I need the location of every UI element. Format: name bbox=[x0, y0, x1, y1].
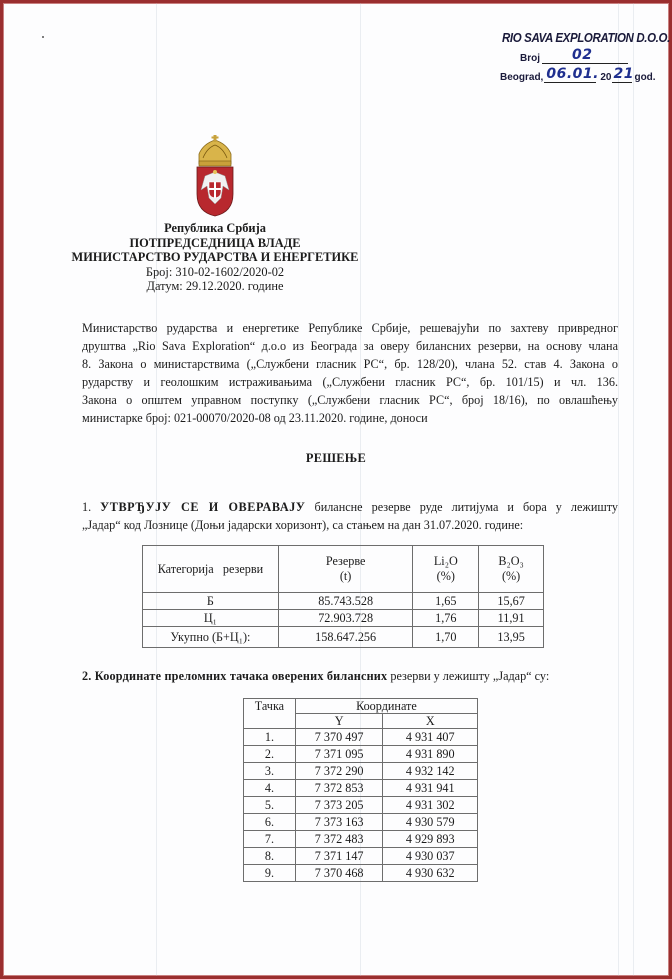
cell-x: 4 930 579 bbox=[383, 814, 478, 831]
header-category: Категорија резерви bbox=[143, 546, 279, 593]
section-1-bold: УТВРЂУЈУ СЕ И ОВЕРАВАЈУ bbox=[100, 500, 306, 514]
cell-y: 7 371 095 bbox=[295, 746, 383, 763]
intro-line: Министарство рударства и енергетике Републике Србије, решевајући по захтеву привредног bbox=[82, 321, 618, 335]
scan-artifact bbox=[156, 3, 157, 976]
cell-y: 7 371 147 bbox=[295, 848, 383, 865]
letterhead bbox=[60, 221, 370, 294]
cell-point: 9. bbox=[244, 865, 296, 882]
cell-point: 7. bbox=[244, 831, 296, 848]
company-stamp bbox=[498, 31, 670, 83]
intro-line: 8. Закона о министарствима („Службени гласник РС“, бр. 128/20), члана 52. став 4. Закона о bbox=[82, 357, 618, 371]
table-header-row bbox=[143, 546, 544, 593]
document-date: Датум: 29.12.2020. године bbox=[146, 279, 284, 293]
cell-point: 2. bbox=[244, 746, 296, 763]
section-1-number: 1. bbox=[82, 500, 92, 514]
office-name: ПОТПРЕДСЕДНИЦА ВЛАДЕ bbox=[129, 235, 301, 250]
cell-b2o3: 13,95 bbox=[479, 627, 544, 648]
cell-point: 5. bbox=[244, 797, 296, 814]
cell-point: 4. bbox=[244, 780, 296, 797]
cell-point: 1. bbox=[244, 729, 296, 746]
country-name: Република Србија bbox=[164, 221, 266, 235]
cell-x: 4 930 037 bbox=[383, 848, 478, 865]
header-coordinates: Координате bbox=[295, 699, 477, 714]
section-2 bbox=[82, 669, 549, 684]
cell-category: Ц₁ bbox=[143, 610, 279, 627]
cell-point: 3. bbox=[244, 763, 296, 780]
stamp-year-suffix: god. bbox=[634, 72, 656, 83]
cell-b2o3: 15,67 bbox=[479, 593, 544, 610]
header-x: X bbox=[383, 714, 478, 729]
cell-y: 7 372 483 bbox=[295, 831, 383, 848]
stamp-number-label: Broj bbox=[520, 53, 540, 64]
cell-x: 4 931 407 bbox=[383, 729, 478, 746]
cell-point: 8. bbox=[244, 848, 296, 865]
cell-reserves: 72.903.728 bbox=[278, 610, 413, 627]
table-row bbox=[244, 831, 478, 848]
header-li2o: Li₂O (%) bbox=[413, 546, 479, 593]
cell-y: 7 373 205 bbox=[295, 797, 383, 814]
cell-y: 7 370 468 bbox=[295, 865, 383, 882]
decision-title: РЕШЕЊЕ bbox=[305, 451, 367, 465]
cell-x: 4 930 632 bbox=[383, 865, 478, 882]
header-reserves: Резерве (t) bbox=[278, 546, 413, 593]
scan-artifact bbox=[633, 3, 634, 976]
stamp-company-name: RIO SAVA EXPLORATION D.O.O. bbox=[502, 31, 670, 45]
table-row bbox=[143, 610, 544, 627]
cell-li2o: 1,70 bbox=[413, 627, 479, 648]
cell-y: 7 372 853 bbox=[295, 780, 383, 797]
scan-artifact bbox=[618, 3, 619, 976]
section-2-bold: 2. Координате преломних тачака оверених билансних bbox=[82, 669, 388, 683]
cell-point: 6. bbox=[244, 814, 296, 831]
section-1-text: билансне резерве руде литијума и бора у лежишту bbox=[314, 500, 619, 514]
cell-category: Укупно (Б+Ц₁): bbox=[143, 627, 279, 648]
cell-x: 4 931 302 bbox=[383, 797, 478, 814]
cell-x: 4 932 142 bbox=[383, 763, 478, 780]
cell-x: 4 931 941 bbox=[383, 780, 478, 797]
table-row bbox=[244, 865, 478, 882]
cell-y: 7 372 290 bbox=[295, 763, 383, 780]
intro-line: Закона о општем управном поступку („Службени гласник РС“, број 18/16), по овлашћењу bbox=[82, 393, 618, 407]
stamp-date-value: 06.01. bbox=[546, 66, 599, 82]
stamp-city-label: Beograd, bbox=[500, 72, 544, 83]
intro-paragraph bbox=[82, 319, 618, 427]
reserves-table bbox=[142, 545, 544, 648]
cell-y: 7 370 497 bbox=[295, 729, 383, 746]
table-total-row bbox=[143, 627, 544, 648]
cell-x: 4 931 890 bbox=[383, 746, 478, 763]
table-row bbox=[244, 780, 478, 797]
cell-category: Б bbox=[143, 593, 279, 610]
section-1-text-line2: „Јадар“ код Лознице (Доњи јадарски хоризонт), са стањем на дан 31.07.2020. године: bbox=[82, 518, 524, 532]
cell-reserves: 85.743.528 bbox=[278, 593, 413, 610]
coat-of-arms-icon bbox=[193, 134, 237, 218]
table-row bbox=[244, 729, 478, 746]
cell-li2o: 1,65 bbox=[413, 593, 479, 610]
cell-x: 4 929 893 bbox=[383, 831, 478, 848]
table-header-row bbox=[244, 699, 478, 714]
document-number: Број: 310-02-1602/2020-02 bbox=[145, 264, 285, 279]
coordinates-table bbox=[243, 698, 478, 882]
header-y: Y bbox=[295, 714, 383, 729]
scan-speck bbox=[42, 36, 44, 38]
ministry-name: МИНИСТАРСТВО РУДАРСТВА И ЕНЕРГЕТИКЕ bbox=[71, 250, 359, 264]
section-1 bbox=[82, 498, 618, 534]
cell-y: 7 373 163 bbox=[295, 814, 383, 831]
table-row bbox=[244, 814, 478, 831]
stamp-year-prefix: 20 bbox=[600, 72, 612, 83]
cell-reserves: 158.647.256 bbox=[278, 627, 413, 648]
table-row bbox=[244, 746, 478, 763]
stamp-number-value: 02 bbox=[572, 47, 593, 63]
table-row bbox=[244, 797, 478, 814]
table-row bbox=[143, 593, 544, 610]
intro-line: друштва „Rio Sava Exploration“ д.о.о из Београда за оверу билансних резерви, на основу члана bbox=[82, 339, 618, 353]
intro-line: министарке број: 021-00070/2020-08 од 23.11.2020. године, доноси bbox=[82, 411, 428, 425]
intro-line: рударству и геолошким истраживањима („Службени гласник РС“, бр. 101/15) и чл. 136. bbox=[82, 375, 618, 389]
table-row bbox=[244, 848, 478, 865]
stamp-year-value: 21 bbox=[613, 66, 634, 82]
header-b2o3: B₂O₃ (%) bbox=[479, 546, 544, 593]
section-2-text: резерви у лежишту „Јадар“ су: bbox=[387, 669, 550, 683]
header-point: Тачка bbox=[244, 699, 296, 729]
table-row bbox=[244, 763, 478, 780]
cell-li2o: 1,76 bbox=[413, 610, 479, 627]
cell-b2o3: 11,91 bbox=[479, 610, 544, 627]
